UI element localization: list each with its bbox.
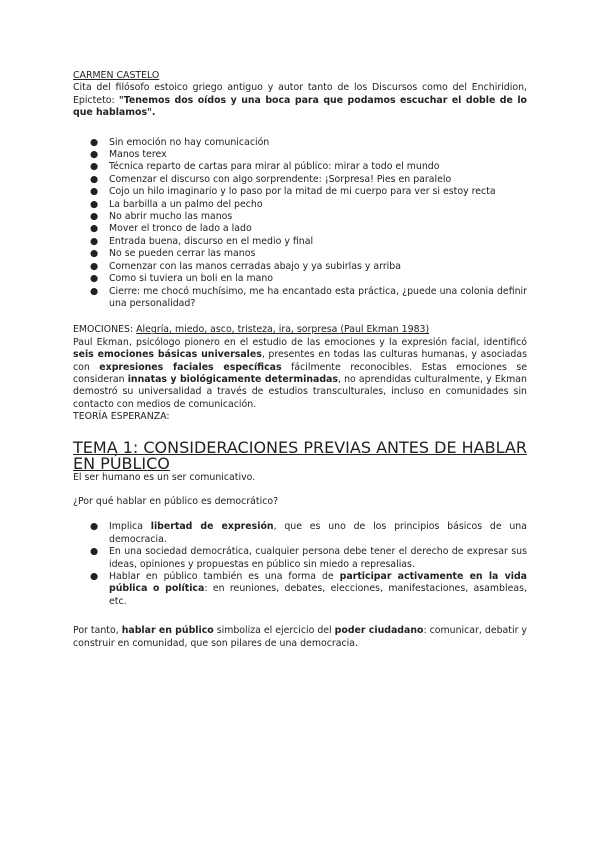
list-item: ● Cierre: me chocó muchísimo, me ha encantado esta práctica, ¿puede una colonia definir una personalidad? [90,285,527,309]
list-item: ● Comenzar el discurso con algo sorprendente: ¡Sorpresa! Pies en paralelo [90,173,452,185]
list-item: ● Implica libertad de expresión, que es uno de los principios básicos de una democracia. [90,521,527,545]
author-name: CARMEN CASTELO [73,70,160,81]
list-item: ● Comenzar con las manos cerradas abajo y ya subirlas y arriba [90,260,401,272]
epicteto-quote: "Tenemos dos oídos y una boca para que podamos escuchar el doble de lo que hablamos". [73,94,527,119]
intro-text: Cita del filósofo estoico griego antiguo y autor tanto de los Discursos como del Enchiridion, Epicteto: [73,82,527,106]
democracy-bullet-list [73,521,527,608]
emociones-heading [73,324,527,336]
document-page [73,70,527,650]
ekman-paragraph: Paul Ekman, psicólogo pionero en el estudio de las emociones y la expresión facial, identificó seis emociones básicas universales, presentes en todas las culturas humanas, y asociadas con expresiones faciales específicas fácilmente reconocibles. Estas emociones se consideran innatas y biológicamente determinadas, no aprendidas culturalmente, y Ekman demostró su universalidad a través de estudios transculturales, incluso en comunidades sin contacto con medios de comunicación. [73,336,527,410]
tema-subtitle: El ser humano es un ser comunicativo. [73,471,256,483]
list-item: ● Cojo un hilo imaginario y lo paso por la mitad de mi cuerpo para ver si estoy recta [90,186,496,198]
intro-paragraph [73,82,527,119]
list-item: ● Como si tuviera un boli en la mano [90,273,274,285]
list-item: ● En una sociedad democrática, cualquier persona debe tener el derecho de expresar sus ideas, opiniones y propuestas en público sin miedo a represalias. [90,546,527,570]
teoria-esperanza-heading: TEORÍA ESPERANZA: [73,411,170,423]
list-item: ● Entrada buena, discurso en el medio y final [90,235,314,247]
conclusion-paragraph: Por tanto, hablar en público simboliza el ejercicio del poder ciudadano: comunicar, debatir y construir en comunidad, que son pilares de una democracia. [73,625,527,649]
tema-1-title: TEMA 1: CONSIDERACIONES PREVIAS ANTES DE HABLAR EN PÚBLICO [73,437,527,473]
list-item: ● Mover el tronco de lado a lado [90,223,252,235]
emociones-label: EMOCIONES: [73,324,137,336]
democracy-question: ¿Por qué hablar en público es democrático? [73,495,279,507]
list-item: ● Técnica reparto de cartas para mirar al público: mirar a todo el mundo [90,161,440,173]
list-item: ● Manos terex [90,149,167,161]
list-item: ● La barbilla a un palmo del pecho [90,198,263,210]
emociones-list-link: Alegría, miedo, asco, tristeza, ira, sorpresa (Paul Ekman 1983) [136,324,430,336]
list-item: ● Sin emoción no hay comunicación [90,136,270,148]
list-item: ● No se pueden cerrar las manos [90,248,256,260]
list-item: ● No abrir mucho las manos [90,211,233,223]
practice-bullet-list [73,137,527,311]
list-item: ● Hablar en público también es una forma de participar activamente en la vida pública o política: en reuniones, debates, elecciones, manifestaciones, asambleas, etc. [90,571,527,607]
